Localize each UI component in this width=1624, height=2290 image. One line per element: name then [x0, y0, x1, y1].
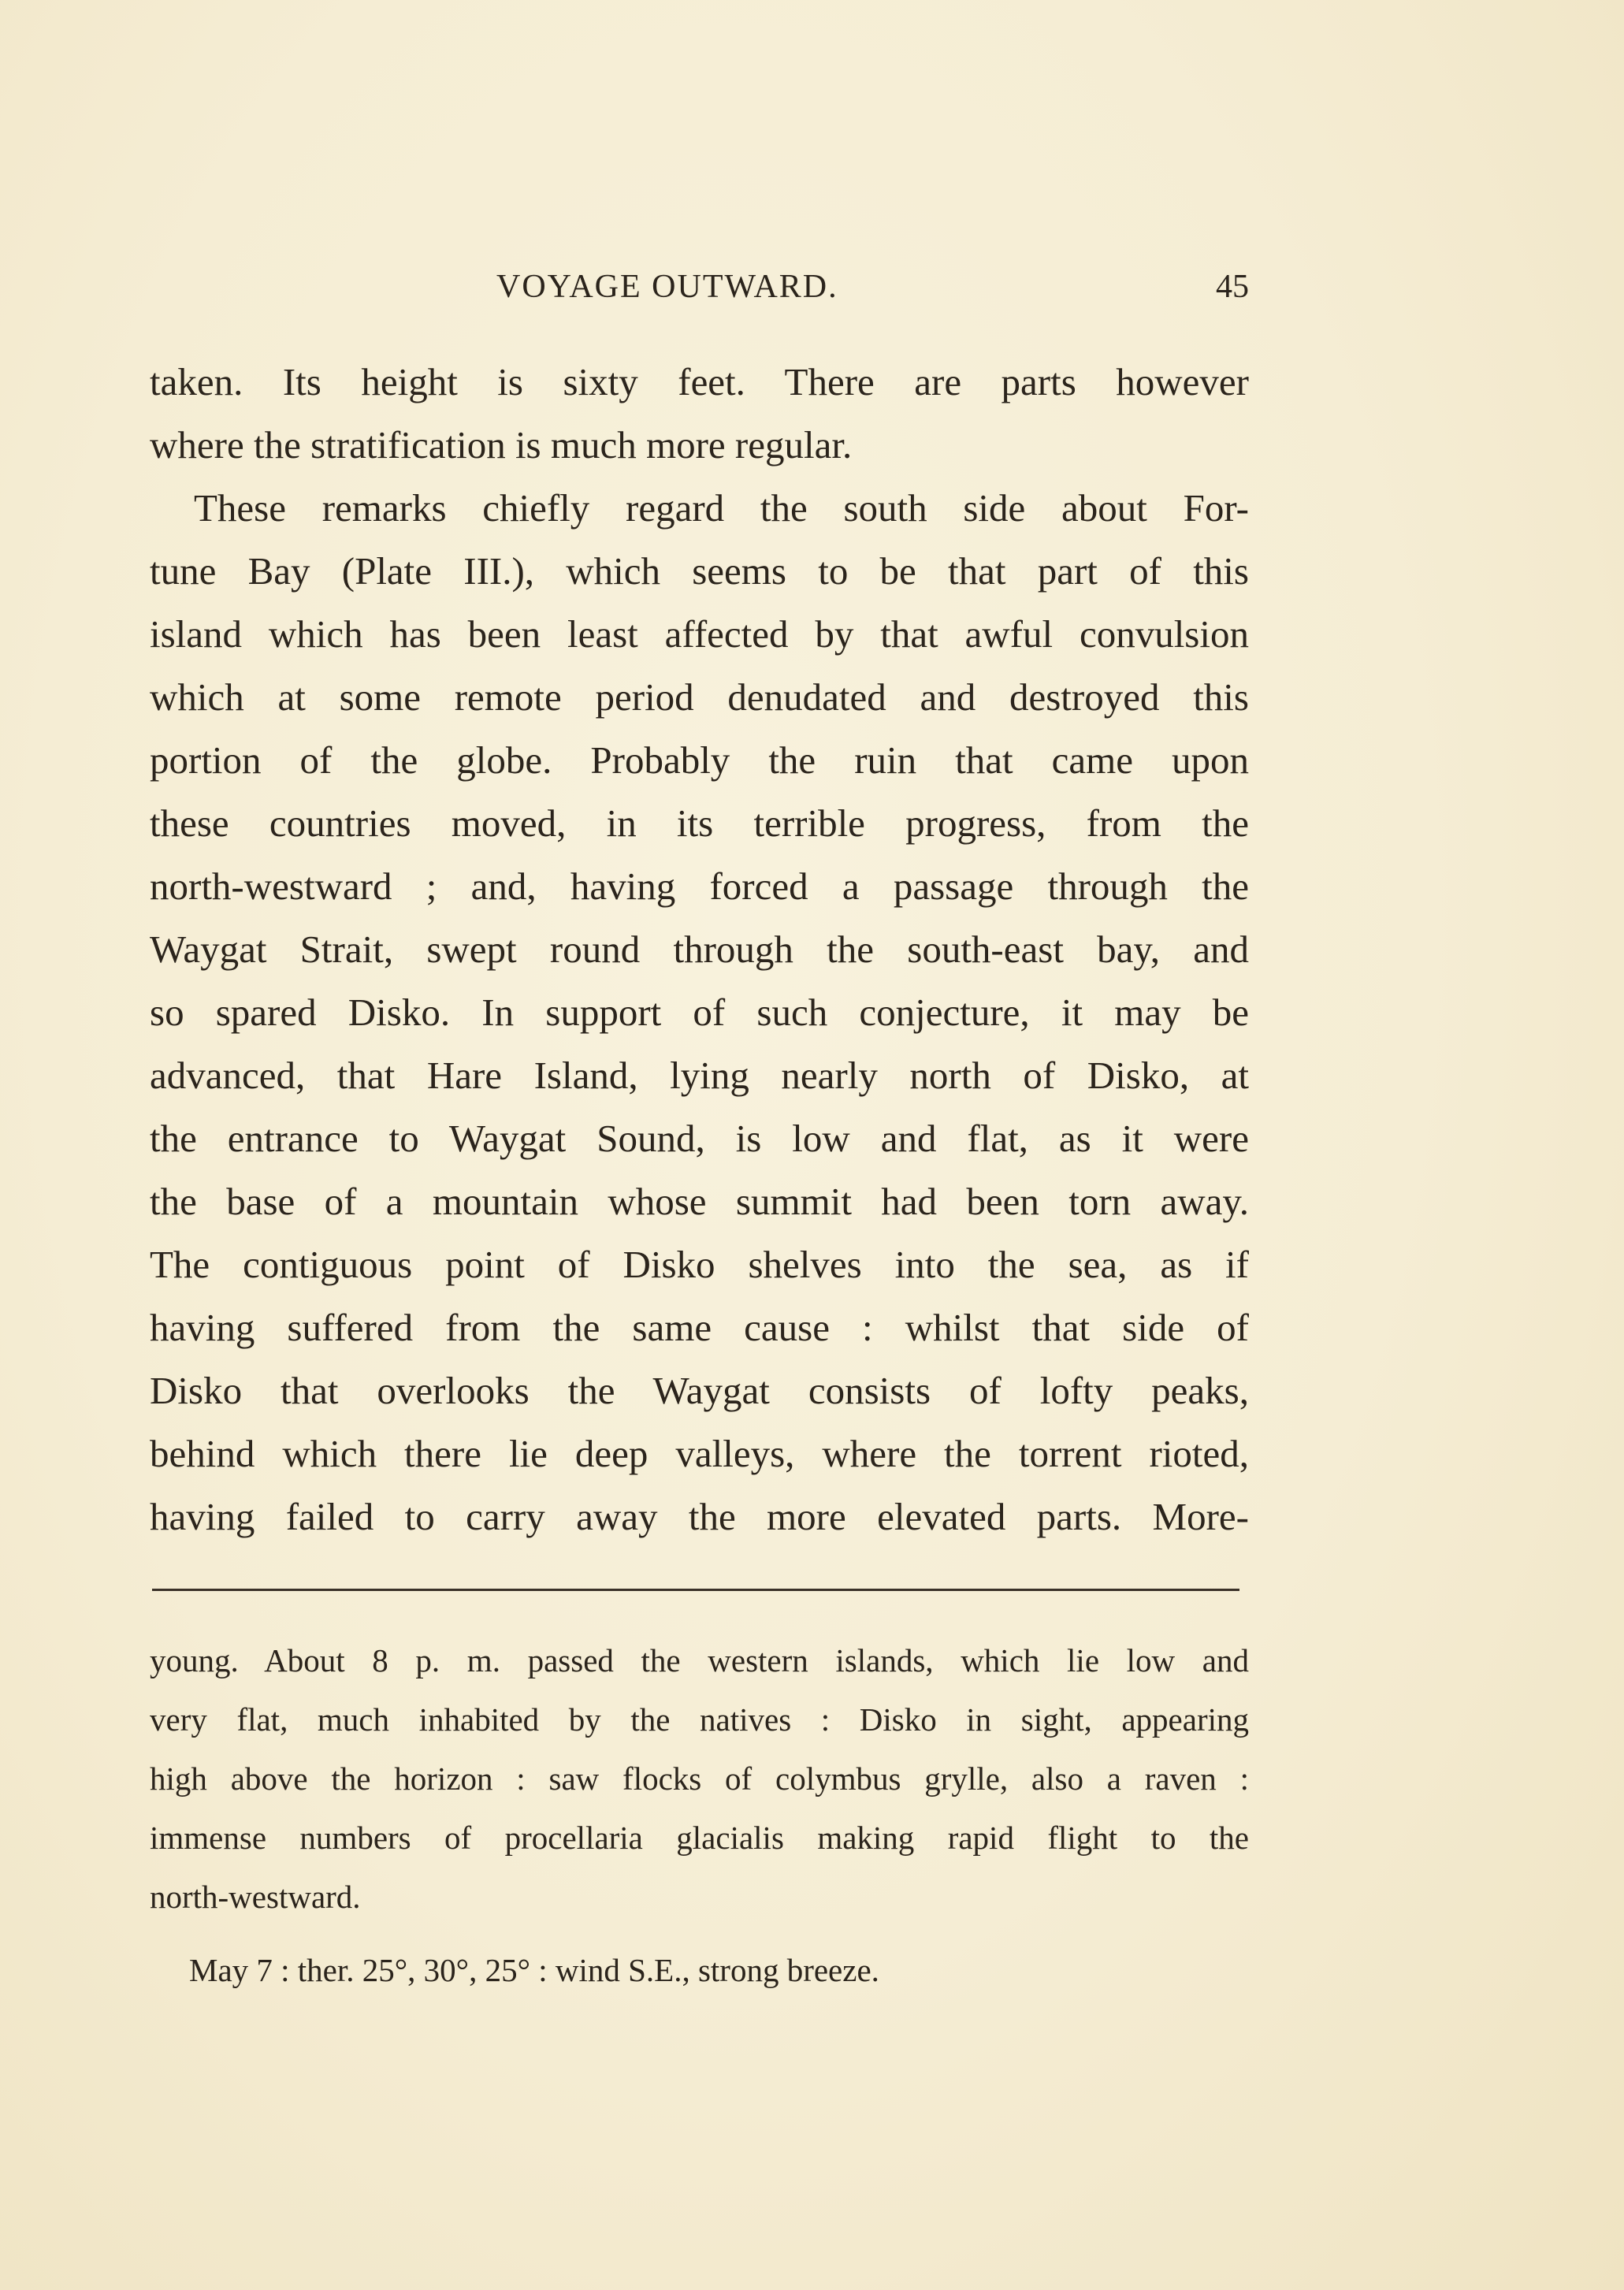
text-line: the entrance to Waygat Sound, is low and flat, as it were	[150, 1117, 1249, 1160]
running-head: VOYAGE OUTWARD.	[496, 269, 838, 305]
text-line: advanced, that Hare Island, lying nearly north of Disko, at	[150, 1054, 1249, 1097]
text-line: taken. Its height is sixty feet. There are parts however	[150, 360, 1249, 403]
text-line: where the stratification is much more regular.	[150, 423, 853, 467]
text-line: so spared Disko. In support of such conjecture, it may be	[150, 991, 1249, 1034]
text-line: tune Bay (Plate III.), which seems to be that part of this	[150, 549, 1249, 593]
footnote-line: young. About 8 p. m. passed the western islands, which lie low and	[150, 1642, 1249, 1678]
text-line: The contiguous point of Disko shelves into the sea, as if	[150, 1243, 1249, 1286]
text-line: the base of a mountain whose summit had been torn away.	[150, 1180, 1249, 1223]
text-line: portion of the globe. Probably the ruin that came upon	[150, 738, 1249, 782]
footnote	[150, 1631, 1249, 2000]
text-line: Waygat Strait, swept round through the south-east bay, and	[150, 928, 1249, 971]
footnote-entry: May 7 : ther. 25°, 30°, 25° : wind S.E., strong breeze.	[189, 1952, 879, 1988]
page-header	[150, 268, 1249, 315]
text-line: north-westward ; and, having forced a passage through the	[150, 864, 1249, 908]
footnote-line: immense numbers of procellaria glacialis making rapid flight to the	[150, 1820, 1249, 1856]
text-line: behind which there lie deep valleys, where the torrent rioted,	[150, 1432, 1249, 1475]
text-line: Disko that overlooks the Waygat consists of lofty peaks,	[150, 1369, 1249, 1412]
text-line: island which has been least affected by that awful convulsion	[150, 612, 1249, 656]
text-line: having suffered from the same cause : whilst that side of	[150, 1306, 1249, 1349]
text-line: having failed to carry away the more elevated parts. More-	[150, 1495, 1249, 1538]
footnote-rule	[152, 1589, 1239, 1591]
page-number: 45	[1216, 269, 1249, 305]
text-line: These remarks chiefly regard the south side about For-	[194, 486, 1249, 530]
footnote-line: north-westward.	[150, 1879, 361, 1915]
text-line: which at some remote period denudated and destroyed this	[150, 675, 1249, 719]
footnote-line: very flat, much inhabited by the natives : Disko in sight, appearing	[150, 1701, 1249, 1738]
text-line: these countries moved, in its terrible progress, from the	[150, 801, 1249, 845]
main-text	[150, 351, 1249, 1548]
footnote-line: high above the horizon : saw flocks of colymbus grylle, also a raven :	[150, 1760, 1249, 1797]
